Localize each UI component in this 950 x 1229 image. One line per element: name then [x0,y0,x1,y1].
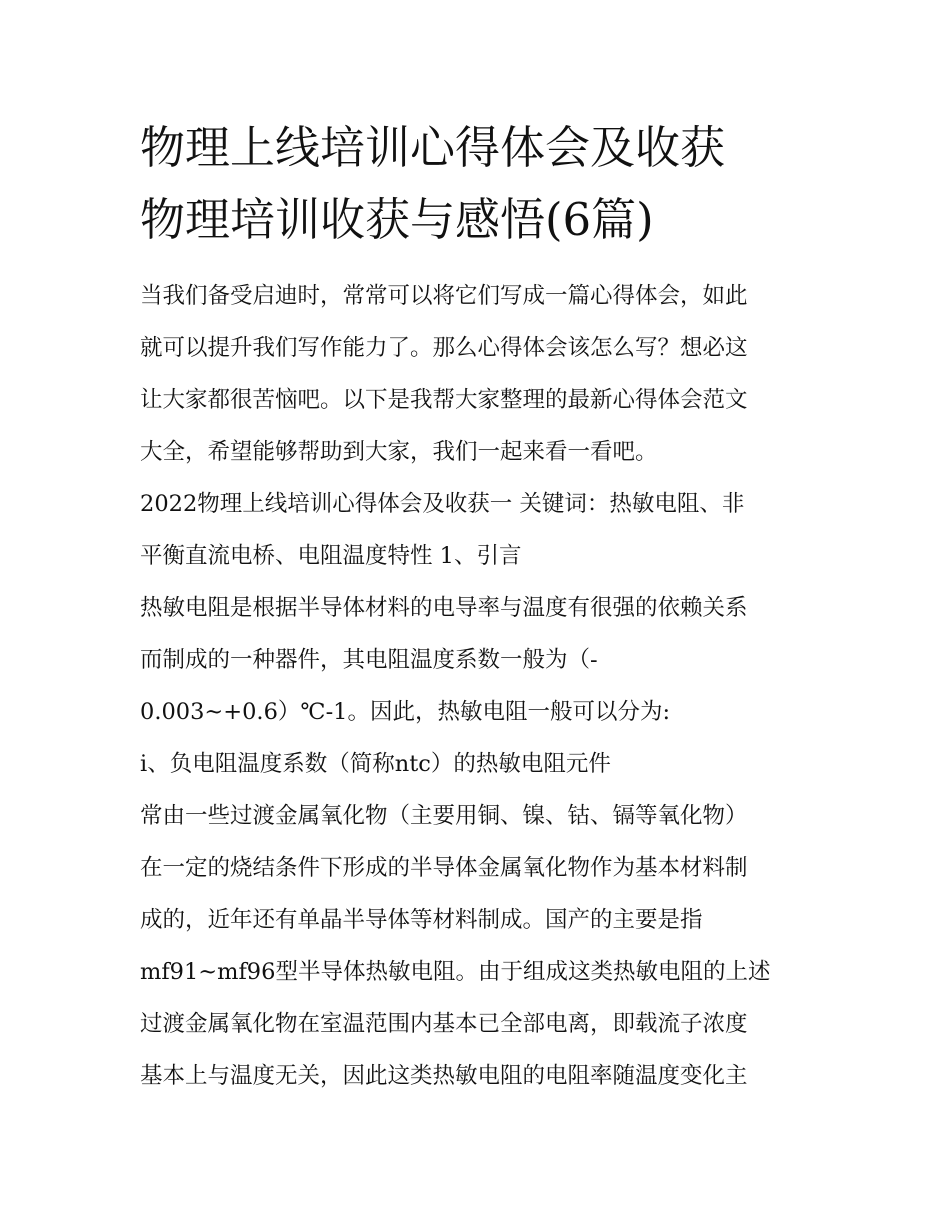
document-page [140,112,820,1102]
body-line: ⅰ、负电阻温度系数（简称ntc）的热敏电阻元件 [140,751,611,777]
body-line: 当我们备受启迪时，常常可以将它们写成一篇心得体会，如此 [140,283,748,309]
body-line: 成的，近年还有单晶半导体等材料制成。国产的主要是指 [140,907,703,933]
body-line: 基本上与温度无关，因此这类热敏电阻的电阻率随温度变化主 [140,1063,748,1089]
body-line: 就可以提升我们写作能力了。那么心得体会该怎么写？想必这 [140,335,748,361]
body-line: 而制成的一种器件，其电阻温度系数一般为（- [140,647,598,673]
body-line: 0.003~+0.6）℃-1。因此，热敏电阻一般可以分为: [140,699,671,725]
document-title [140,112,820,256]
body-line: 大全，希望能够帮助到大家，我们一起来看一看吧。 [140,439,658,465]
body-line: 过渡金属氧化物在室温范围内基本已全部电离，即载流子浓度 [140,1011,748,1037]
document-body [140,270,820,1102]
body-line: 让大家都很苦恼吧。以下是我帮大家整理的最新心得体会范文 [140,387,748,413]
body-line: 2022物理上线培训心得体会及收获一 关键词：热敏电阻、非 [140,491,745,517]
body-line: 常由一些过渡金属氧化物（主要用铜、镍、钴、镉等氧化物） [140,803,748,829]
title-line-1: 物理上线培训心得体会及收获 [140,121,726,174]
body-line: mf91~mf96型半导体热敏电阻。由于组成这类热敏电阻的上述 [140,959,771,985]
body-line: 在一定的烧结条件下形成的半导体金属氧化物作为基本材料制 [140,855,748,881]
body-line: 热敏电阻是根据半导体材料的电导率与温度有很强的依赖关系 [140,595,748,621]
title-line-2: 物理培训收获与感悟(6篇) [140,193,654,246]
body-line: 平衡直流电桥、电阻温度特性 1、引言 [140,543,522,569]
